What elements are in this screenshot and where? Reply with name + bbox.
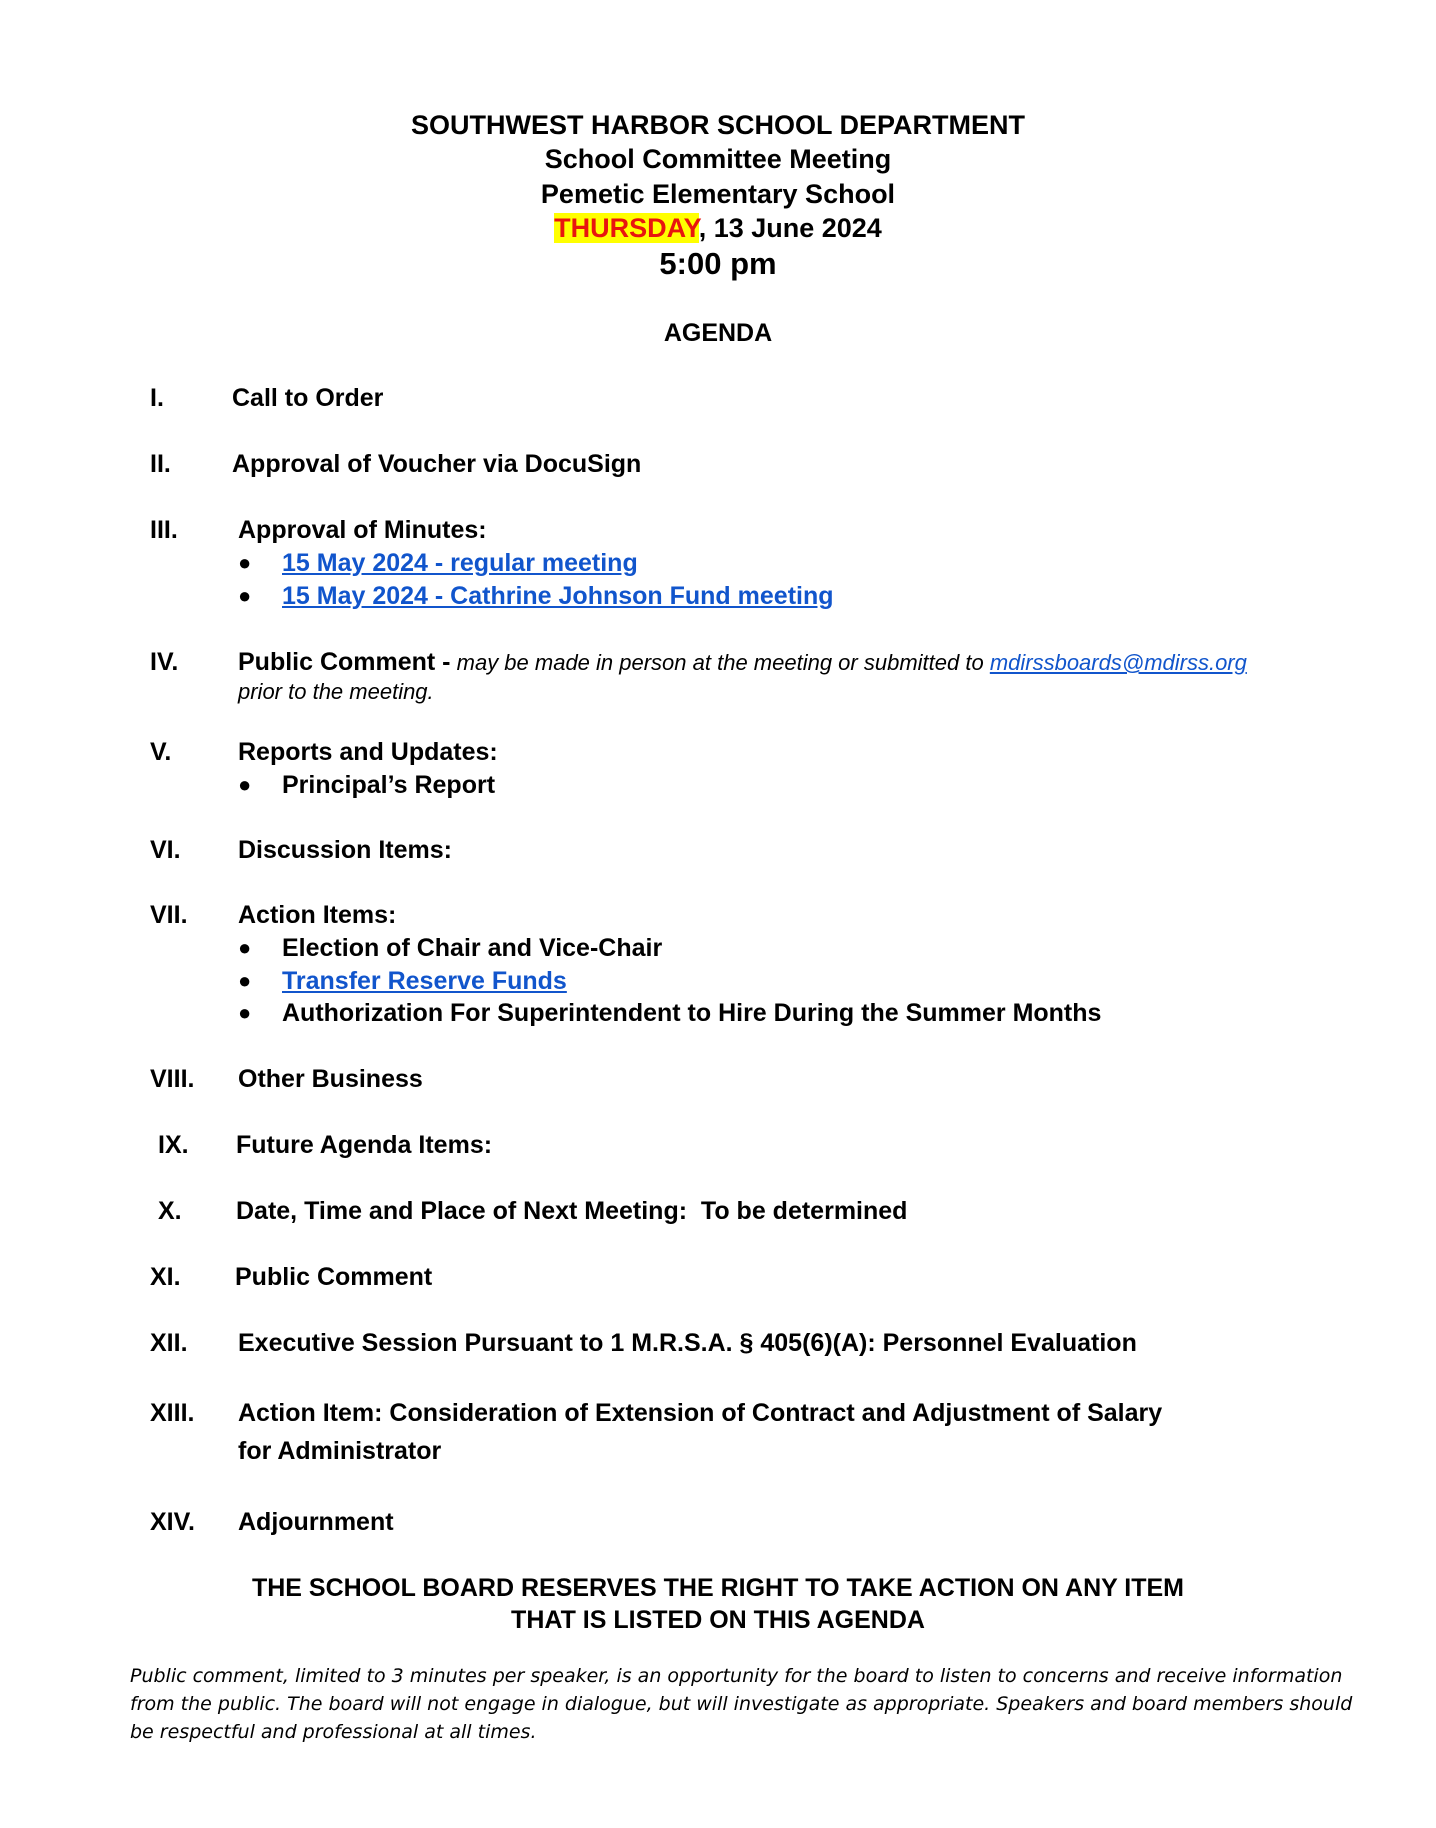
bullet-icon: ● — [238, 772, 252, 797]
bullet-icon: ● — [238, 935, 252, 960]
footer-note-line1: Public comment, limited to 3 minutes per speaker, is an opportunity for the board to listen to concerns and receive information — [130, 1665, 1343, 1687]
sub-principals-report: Principal’s Report — [282, 771, 496, 799]
item-number: I. — [150, 384, 164, 412]
public-comment-label: Public Comment - — [238, 648, 451, 676]
meeting-title: School Committee Meeting — [544, 144, 892, 174]
closing-statement-line1: THE SCHOOL BOARD RESERVES THE RIGHT TO TAKE ACTION ON ANY ITEM — [251, 1574, 1185, 1602]
item-discussion: Discussion Items: — [238, 836, 452, 864]
item-call-to-order: Call to Order — [232, 384, 384, 412]
item-number: VI. — [150, 836, 181, 864]
item-number: V. — [150, 738, 172, 766]
agenda-heading: AGENDA — [663, 319, 773, 347]
item-next-meeting: Date, Time and Place of Next Meeting: To be determined — [236, 1197, 908, 1225]
meeting-day-highlight: THURSDAY — [554, 213, 699, 243]
item-public-comment-2: Public Comment — [235, 1263, 433, 1291]
item-executive-session: Executive Session Pursuant to 1 M.R.S.A. § 405(6)(A): Personnel Evaluation — [238, 1329, 1137, 1357]
email-link[interactable]: mdirssboards@mdirss.org — [989, 650, 1247, 675]
item-number: XII. — [150, 1329, 188, 1357]
item-number: XI. — [150, 1263, 181, 1291]
item-number: X. — [158, 1197, 182, 1225]
sub-authorization-hire: Authorization For Superintendent to Hire During the Summer Months — [282, 999, 1102, 1027]
bullet-icon: ● — [238, 968, 252, 993]
meeting-location: Pemetic Elementary School — [540, 179, 896, 209]
org-title: SOUTHWEST HARBOR SCHOOL DEPARTMENT — [411, 110, 1025, 140]
bullet-icon: ● — [238, 550, 252, 575]
footer-note-line2: from the public. The board will not engage in dialogue, but will investigate as appropriate. Speakers and board members should — [130, 1693, 1353, 1715]
item-number: III. — [150, 516, 178, 544]
item-future-agenda: Future Agenda Items: — [236, 1131, 493, 1159]
link-minutes-fund[interactable]: 15 May 2024 - Cathrine Johnson Fund meeting — [282, 582, 834, 610]
item-number: XIII. — [150, 1399, 195, 1427]
link-transfer-reserve-funds[interactable]: Transfer Reserve Funds — [282, 967, 567, 995]
item-number: XIV. — [150, 1508, 195, 1536]
bullet-icon: ● — [238, 583, 252, 608]
meeting-date — [0, 211, 1436, 245]
meeting-date-text: , 13 June 2024 — [698, 213, 882, 243]
item-action-contract-cont: for Administrator — [238, 1437, 442, 1465]
item-number: IV. — [150, 648, 179, 676]
public-comment-note: may be made in person at the meeting or submitted to — [450, 650, 990, 675]
bullet-icon: ● — [238, 1000, 252, 1025]
item-reports-updates: Reports and Updates: — [238, 738, 498, 766]
item-other-business: Other Business — [238, 1065, 423, 1093]
item-public-comment — [238, 646, 1247, 679]
item-number: VIII. — [150, 1065, 195, 1093]
item-approval-voucher: Approval of Voucher via DocuSign — [232, 450, 642, 478]
sub-election-chair: Election of Chair and Vice-Chair — [282, 934, 663, 962]
item-adjournment: Adjournment — [238, 1508, 394, 1536]
closing-statement-line2: THAT IS LISTED ON THIS AGENDA — [511, 1606, 925, 1634]
item-approval-minutes: Approval of Minutes: — [238, 516, 487, 544]
item-number: II. — [150, 450, 171, 478]
link-minutes-regular[interactable]: 15 May 2024 - regular meeting — [282, 549, 638, 577]
public-comment-note-cont: prior to the meeting. — [238, 679, 434, 704]
item-action-contract: Action Item: Consideration of Extension of Contract and Adjustment of Salary — [238, 1399, 1163, 1427]
footer-note-line3: be respectful and professional at all times. — [130, 1721, 537, 1743]
meeting-time: 5:00 pm — [659, 246, 777, 281]
item-action-items: Action Items: — [238, 901, 397, 929]
item-number: VII. — [150, 901, 188, 929]
item-number: IX. — [158, 1131, 189, 1159]
